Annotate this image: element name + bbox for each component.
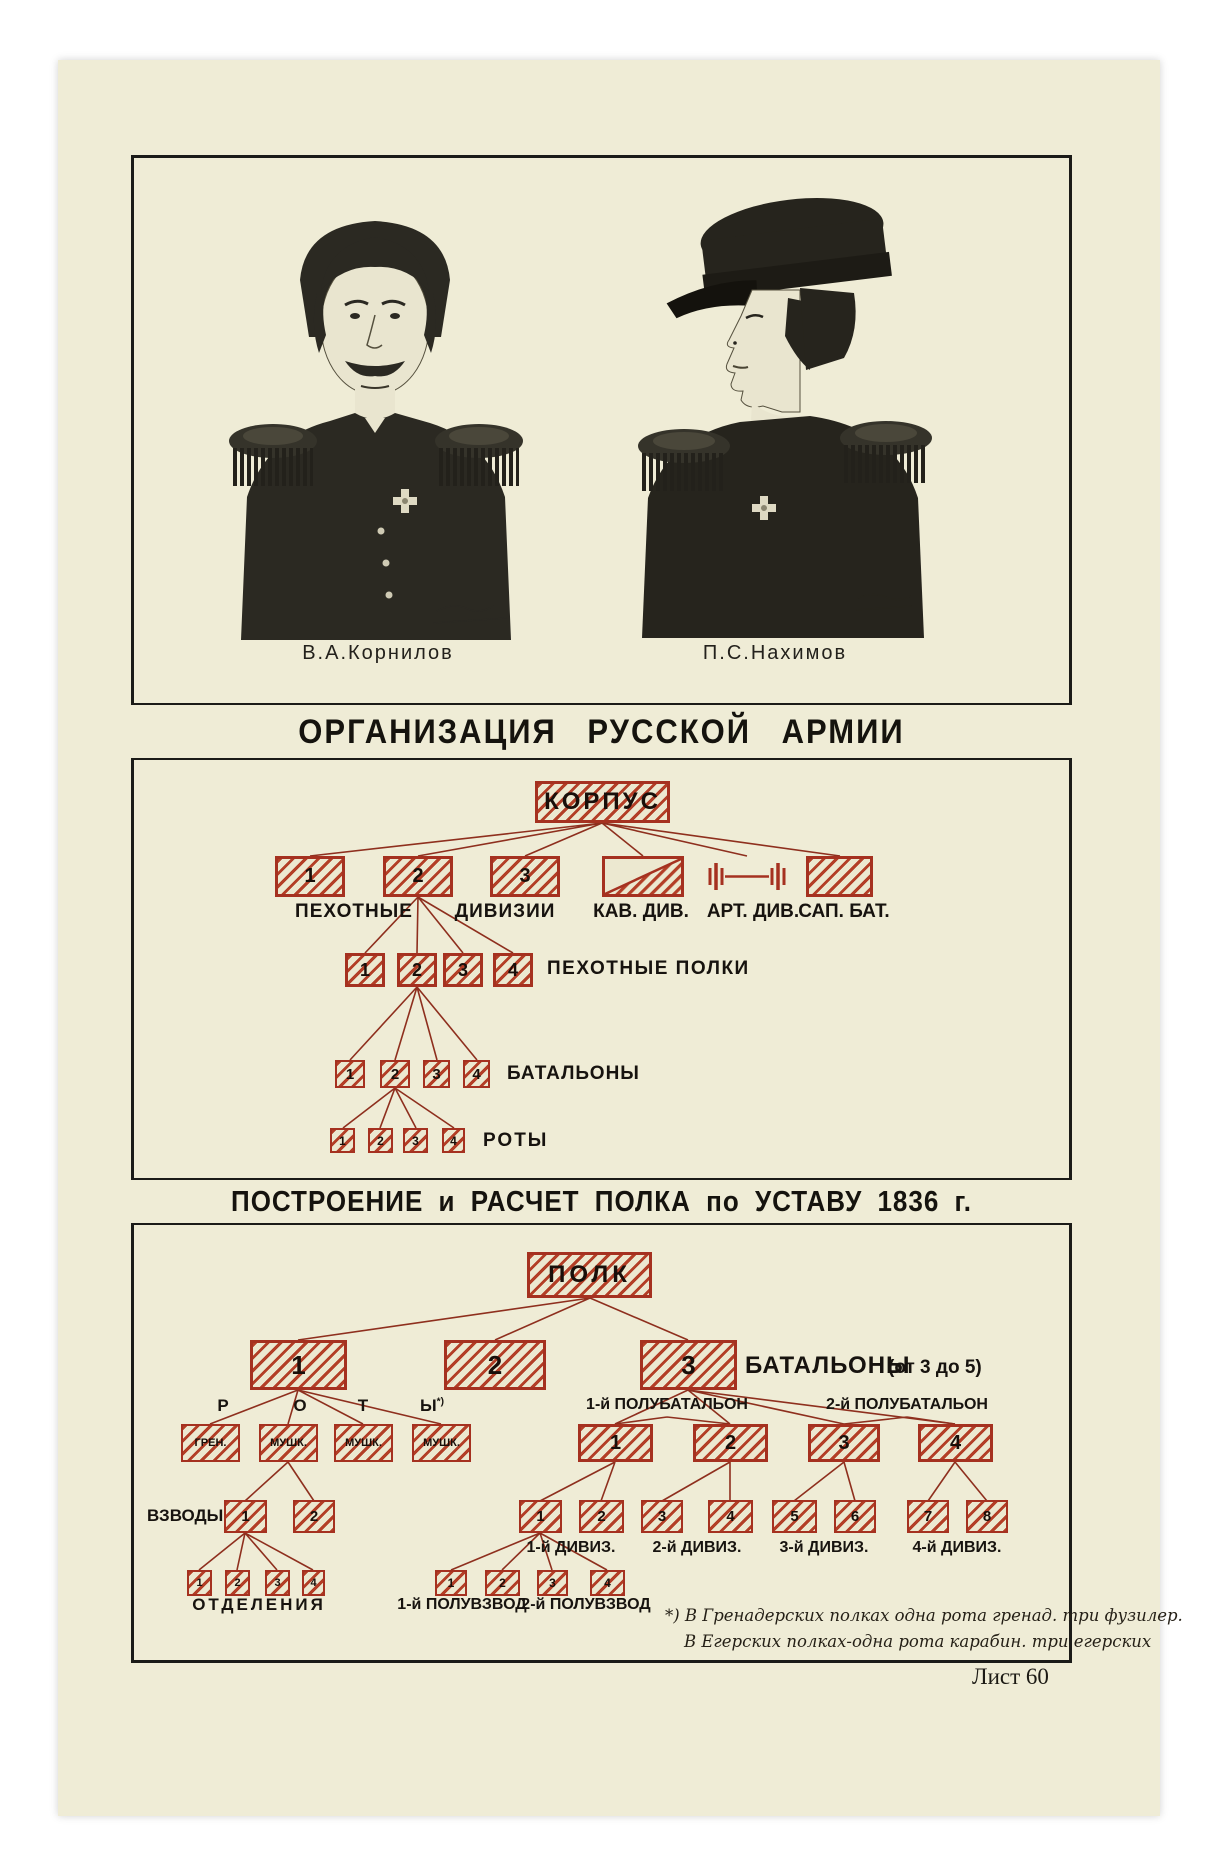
section1-title-band [131, 703, 1072, 760]
platoon-box-1: 1 [224, 1500, 267, 1533]
corps-box: КОРПУС [535, 781, 670, 823]
label-sap-bat: САП. БАТ. [798, 901, 890, 922]
infantry-division-box-2: 2 [383, 856, 453, 897]
portrait-nakhimov-caption: П.С.Нахимов [702, 642, 848, 664]
halfbattalion-box-4: 4 [918, 1424, 993, 1462]
roty-letter-o: О [293, 1396, 307, 1415]
label-squads: ОТДЕЛЕНИЯ [192, 1595, 326, 1614]
sapper-battalion-box [806, 856, 873, 897]
grenadier-company-box: ГРЕН. [181, 1424, 240, 1462]
halfbattalion-box-1: 1 [578, 1424, 653, 1462]
infantry-division-box-3: 3 [490, 856, 560, 897]
squad-box-2: 2 [225, 1570, 250, 1596]
halfplatoon-box-2: 2 [485, 1570, 520, 1596]
battalion-box-3: 3 [423, 1060, 450, 1088]
portrait-kornilov-image [205, 185, 550, 640]
label-infantry-regiments: ПЕХОТНЫЕ ПОЛКИ [547, 958, 750, 979]
squad-box-3: 3 [265, 1570, 290, 1596]
portrait-nakhimov-image [600, 178, 950, 638]
company-box-2: 2 [368, 1128, 393, 1153]
infantry-regiment-box-1: 1 [345, 953, 385, 987]
halfbattalion-label-1: 1-й ПОЛУБАТАЛЬОН [586, 1396, 748, 1413]
section2-title-band [131, 1178, 1072, 1225]
section1-title: ОРГАНИЗАЦИЯ РУССКОЙ АРМИИ [298, 711, 905, 751]
portrait-kornilov-caption: В.А.Корнилов [302, 642, 454, 664]
cavalry-division-symbol [602, 856, 684, 897]
squad-box-4: 4 [302, 1570, 325, 1596]
halfplatoon-box-1: 1 [435, 1570, 467, 1596]
label-art-div: АРТ. ДИВ. [706, 901, 800, 922]
footnote-mark: *) [436, 1396, 445, 1408]
battalion-box-2: 2 [380, 1060, 410, 1088]
roty-letter-t: Т [357, 1396, 369, 1415]
halfbattalion-box-2: 2 [693, 1424, 768, 1462]
division-box-3: 3 [641, 1500, 683, 1533]
halfplatoon-box-4: 4 [590, 1570, 625, 1596]
division-box-2: 2 [579, 1500, 624, 1533]
halfplatoon-label-2: 2-й ПОЛУВЗВОД [521, 1596, 651, 1613]
regiment-battalion-box-1: 1 [250, 1340, 347, 1390]
musketeer-company-box-1: МУШК. [259, 1424, 318, 1462]
label-divizii: ДИВИЗИИ [454, 901, 556, 922]
division-box-1: 1 [519, 1500, 562, 1533]
division-box-7: 7 [907, 1500, 949, 1533]
infantry-regiment-box-4: 4 [493, 953, 533, 987]
label-kav-div: КАВ. ДИВ. [593, 901, 689, 922]
division-label-2: 2-й ДИВИЗ. [652, 1539, 742, 1556]
halfplatoon-box-3: 3 [537, 1570, 568, 1596]
division-label-3: 3-й ДИВИЗ. [779, 1539, 869, 1556]
company-box-1: 1 [330, 1128, 355, 1153]
artillery-division-symbol [704, 856, 790, 897]
label-pekhotnye: ПЕХОТНЫЕ [295, 901, 413, 922]
halfplatoon-label-1: 1-й ПОЛУВЗВОД [397, 1596, 527, 1613]
musketeer-company-box-3: МУШК. [412, 1424, 471, 1462]
label-battalions: БАТАЛЬОНЫ [507, 1063, 640, 1084]
division-box-4: 4 [708, 1500, 753, 1533]
company-box-4: 4 [442, 1128, 465, 1153]
musketeer-company-box-2: МУШК. [334, 1424, 393, 1462]
regiment-root-box: ПОЛК [527, 1252, 652, 1298]
label-companies: РОТЫ [483, 1130, 549, 1151]
section2-title: ПОСТРОЕНИЕ и РАСЧЕТ ПОЛКА по УСТАВУ 1836 г. [231, 1184, 972, 1218]
division-box-5: 5 [772, 1500, 817, 1533]
regiment-battalion-box-2: 2 [444, 1340, 546, 1390]
division-box-8: 8 [966, 1500, 1008, 1533]
division-label-4: 4-й ДИВИЗ. [912, 1539, 1002, 1556]
battalion-box-1: 1 [335, 1060, 365, 1088]
squad-box-1: 1 [187, 1570, 212, 1596]
roty-letter-r: Р [217, 1396, 229, 1415]
company-box-3: 3 [403, 1128, 428, 1153]
roty-letter-y-char: Ы [419, 1396, 437, 1415]
label-regiment-battalions: БАТАЛЬОНЫ [745, 1352, 911, 1379]
platoon-box-2: 2 [293, 1500, 335, 1533]
halfbattalion-box-3: 3 [808, 1424, 880, 1462]
infantry-division-box-1: 1 [275, 856, 345, 897]
regiment-battalion-box-3: 3 [640, 1340, 737, 1390]
infantry-regiment-box-2: 2 [397, 953, 437, 987]
label-platoons: ВЗВОДЫ [147, 1506, 224, 1525]
sheet-number: Лист 60 [972, 1664, 1049, 1689]
battalion-box-4: 4 [463, 1060, 490, 1088]
footnote-line-1: *) В Гренадерских полках одна рота гренад. три фузилер. [665, 1606, 1183, 1625]
infantry-regiment-box-3: 3 [443, 953, 483, 987]
roty-letter-y [420, 1396, 444, 1416]
battalions-range-note: (от 3 до 5) [888, 1357, 982, 1378]
halfbattalion-label-2: 2-й ПОЛУБАТАЛЬОН [826, 1396, 988, 1413]
division-box-6: 6 [834, 1500, 876, 1533]
division-label-1: 1-й ДИВИЗ. [526, 1539, 616, 1556]
footnote-line-2: В Егерских полках-одна рота карабин. три егерских [684, 1632, 1152, 1651]
